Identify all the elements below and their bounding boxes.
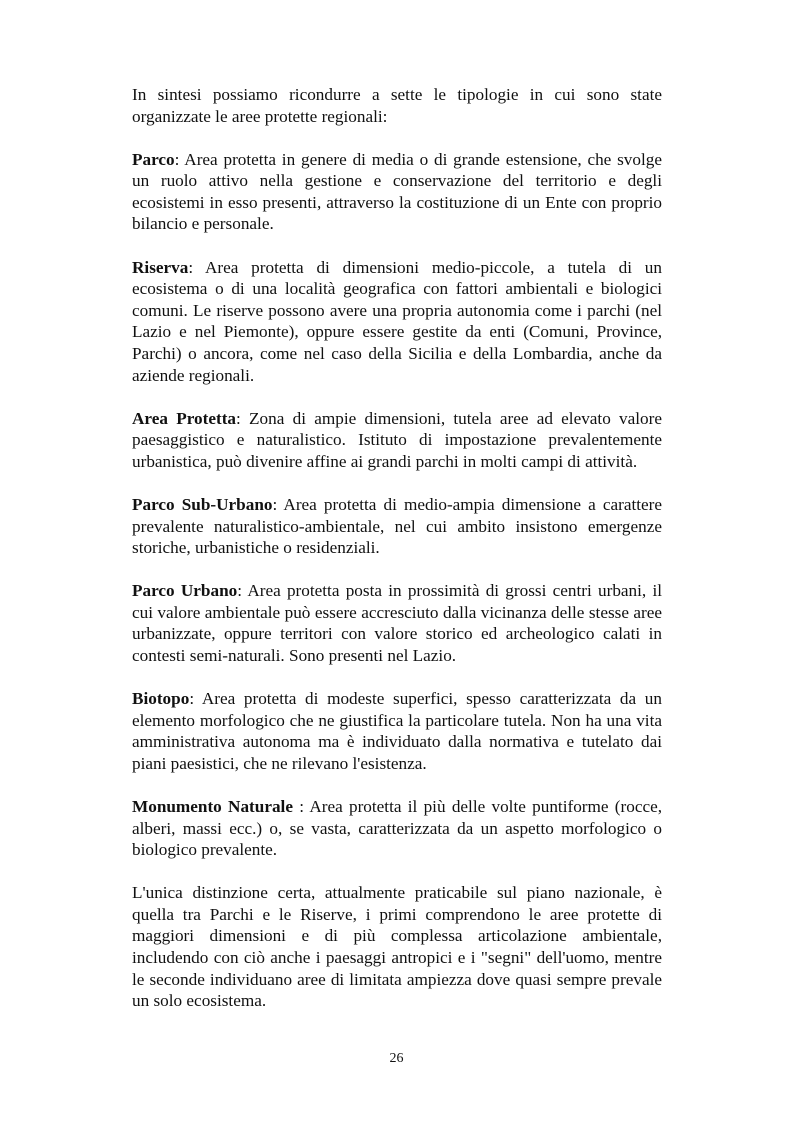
term-parco: Parco [132,149,175,169]
term-biotopo: Biotopo [132,689,190,709]
text-monumento-naturale: Area protetta il più delle volte puntiforme (rocce, alberi, massi ecc.) o, se vasta, caratterizzata da un aspetto morfologico o biologico prevalente. [132,796,663,860]
separator-parco-sub-urbano: : [272,494,284,514]
document-page [132,84,662,1033]
closing-paragraph: L'unica distinzione certa, attualmente praticabile sul piano nazionale, è quella tra Parchi e le Riserve, i primi comprendono le aree protette di maggiori dimensioni e di più complessa articolazione ambientale, includendo con ciò anche i paesaggi antropici e i "segni" dell'uomo, mentre le seconde individuano aree di limitata ampiezza dove quasi sempre prevale un solo ecosistema. [132,883,662,1011]
separator-riserva: : [188,257,205,277]
separator-parco-urbano: : [237,581,248,601]
text-parco-urbano: Area protetta posta in prossimità di grossi centri urbani, il cui valore ambientale può essere accresciuto dalla vicinanza delle stesse aree urbanizzate, oppure territori con valore storico ed archeologico calati in contesti semi-naturali. Sono presenti nel Lazio. [132,581,662,665]
term-area-protetta: Area Protetta [132,408,237,428]
text-biotopo: Area protetta di modeste superfici, spesso caratterizzata da un elemento morfologico che ne giustifica la particolare tutela. Non ha una vita amministrativa autonoma ma è individuato dalla normativa e tutelato dai piani paesistici, che ne rilevano l'esistenza. [132,689,662,773]
term-riserva: Riserva [132,257,189,277]
term-parco-urbano: Parco Urbano [132,581,238,601]
separator-biotopo: : [189,689,202,709]
text-parco-sub-urbano: Area protetta di medio-ampia dimensione a carattere prevalente naturalistico-ambientale, nel cui ambito insistono emergenze storiche, urbanistiche o residenziali. [132,494,662,558]
definition-biotopo [132,688,662,774]
text-area-protetta: Zona di ampie dimensioni, tutela aree ad elevato valore paesaggistico e naturalistico. Istituto di impostazione prevalentemente urbanistica, può divenire affine ai grandi parchi in molti campi di attività. [132,408,662,471]
definition-area-protetta [132,408,662,473]
definition-parco [132,149,662,235]
text-parco: Area protetta in genere di media o di grande estensione, che svolge un ruolo attivo nella gestione e conservazione del territorio e degli ecosistemi in esso presenti, attraverso la costituzione di un Ente con proprio bilancio e personale. [132,149,662,234]
term-parco-sub-urbano: Parco Sub-Urbano [132,494,273,514]
definition-parco-sub-urbano [132,494,662,559]
term-monumento-naturale: Monumento Naturale [132,796,293,816]
definition-parco-urbano [132,580,662,666]
definition-monumento-naturale [132,796,662,861]
separator-monumento-naturale: : [292,796,310,816]
text-riserva: Area protetta di dimensioni medio-piccole, a tutela di un ecosistema o di una località geografica con fattori ambientali e biologici comuni. Le riserve possono avere una propria autonomia come i parchi (nel Lazio e nel Piemonte), oppure essere gestite da enti (Comuni, Province, Parchi) o ancora, come nel caso della Sicilia e della Lombardia, anche da aziende regionali. [132,257,662,385]
definition-riserva [132,257,662,387]
page-number: 26 [389,1051,404,1066]
separator-parco: : [174,149,185,169]
intro-paragraph: In sintesi possiamo ricondurre a sette le tipologie in cui sono state organizzate le aree protette regionali: [132,85,662,126]
separator-area-protetta: : [236,408,250,428]
